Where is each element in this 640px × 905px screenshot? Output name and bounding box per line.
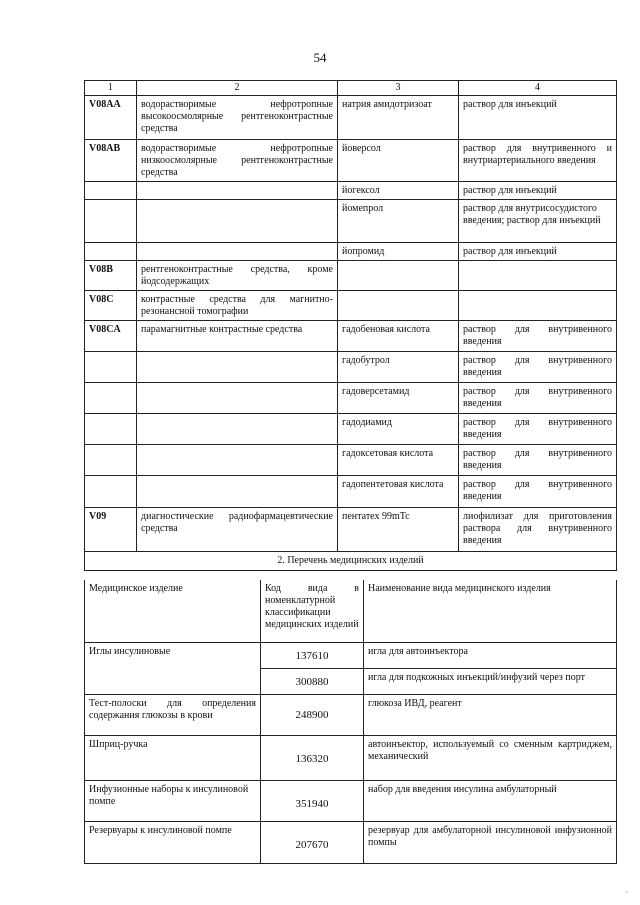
drug-name: гадопентетовая кислота — [338, 476, 459, 508]
scan-mark: · — [625, 888, 628, 897]
atc-code — [85, 476, 137, 508]
header-cell: 3 — [338, 81, 459, 96]
drug-name: гадодиамид — [338, 414, 459, 445]
header-cell: 2 — [137, 81, 338, 96]
table-row — [85, 261, 617, 291]
group-name — [137, 352, 338, 383]
drug-name: йомепрол — [338, 200, 459, 243]
table-row — [85, 694, 617, 735]
device-code: 351940 — [261, 780, 364, 821]
device-type-name: игла для подкожных инъекций/инфузий через порт — [364, 668, 617, 694]
table-row — [85, 383, 617, 414]
drug-name: гадоксетовая кислота — [338, 445, 459, 476]
drug-name: йогексол — [338, 182, 459, 200]
device-code: 137610 — [261, 642, 364, 668]
dosage-form: раствор для внутривенного введения — [459, 414, 617, 445]
dosage-form: раствор для инъекций — [459, 182, 617, 200]
device-code: 207670 — [261, 821, 364, 863]
table-row — [85, 182, 617, 200]
dosage-form: раствор для инъекций — [459, 96, 617, 140]
device-code: 248900 — [261, 694, 364, 735]
table-row — [85, 780, 617, 821]
device-type-name: игла для автоинъектора — [364, 642, 617, 668]
medical-devices-table — [84, 580, 617, 864]
table-row — [85, 414, 617, 445]
atc-code: V08CA — [85, 321, 137, 352]
table-row — [85, 476, 617, 508]
group-name: рентгеноконтрастные средства, кроме йодсодержащих — [137, 261, 338, 291]
header-cell: Наименование вида медицинского изделия — [364, 580, 617, 642]
dosage-form: раствор для инъекций — [459, 243, 617, 261]
atc-code — [85, 182, 137, 200]
device-type-name: автоинъектор, используемый со сменным картриджем, механический — [364, 735, 617, 780]
dosage-form: раствор для внутривенного и внутриартериального введения — [459, 140, 617, 182]
atc-code — [85, 200, 137, 243]
device-type-name: резервуар для амбулаторной инсулиновой инфузионной помпы — [364, 821, 617, 863]
dosage-form — [459, 261, 617, 291]
table-row — [85, 243, 617, 261]
drug-table-header — [85, 81, 617, 96]
table-row — [85, 321, 617, 352]
section-title: 2. Перечень медицинских изделий — [85, 552, 617, 571]
group-name: водорастворимые нефротропные высокоосмолярные рентгеноконтрастные средства — [137, 96, 338, 140]
header-cell: 4 — [459, 81, 617, 96]
atc-code: V08AA — [85, 96, 137, 140]
group-name: водорастворимые нефротропные низкоосмолярные рентгеноконтрастные средства — [137, 140, 338, 182]
table-row — [85, 445, 617, 476]
table-row — [85, 642, 617, 668]
table-row — [85, 352, 617, 383]
table-row — [85, 821, 617, 863]
atc-code: V08C — [85, 291, 137, 321]
group-name: диагностические радиофармацевтические средства — [137, 508, 338, 552]
drug-name: йопромид — [338, 243, 459, 261]
dosage-form — [459, 291, 617, 321]
dosage-form: раствор для внутривенного введения — [459, 476, 617, 508]
group-name — [137, 383, 338, 414]
header-cell: Медицинское изделие — [85, 580, 261, 642]
group-name: контрастные средства для магнитно-резонансной томографии — [137, 291, 338, 321]
device-name: Тест-полоски для определения содержания глюкозы в крови — [85, 694, 261, 735]
device-type-name: набор для введения инсулина амбулаторный — [364, 780, 617, 821]
group-name — [137, 182, 338, 200]
drug-table — [84, 80, 617, 571]
section-title-row — [85, 552, 617, 571]
drug-name: гадоверсетамид — [338, 383, 459, 414]
dosage-form: раствор для внутривенного введения — [459, 321, 617, 352]
drug-name: гадобутрол — [338, 352, 459, 383]
device-name: Резервуары к инсулиновой помпе — [85, 821, 261, 863]
atc-code — [85, 243, 137, 261]
table-row — [85, 508, 617, 552]
dosage-form: лиофилизат для приготовления раствора для внутривенного введения — [459, 508, 617, 552]
group-name: парамагнитные контрастные средства — [137, 321, 338, 352]
table-row — [85, 140, 617, 182]
atc-code: V08AB — [85, 140, 137, 182]
atc-code — [85, 414, 137, 445]
dosage-form: раствор для внутривенного введения — [459, 383, 617, 414]
atc-code — [85, 445, 137, 476]
group-name — [137, 445, 338, 476]
page-number: 54 — [313, 50, 327, 65]
group-name — [137, 476, 338, 508]
drug-name: натрия амидотризоат — [338, 96, 459, 140]
device-name: Шприц-ручка — [85, 735, 261, 780]
drug-name — [338, 291, 459, 321]
table-row — [85, 96, 617, 140]
drug-name: йоверсол — [338, 140, 459, 182]
dosage-form: раствор для внутривенного введения — [459, 445, 617, 476]
device-code: 136320 — [261, 735, 364, 780]
device-code: 300880 — [261, 668, 364, 694]
drug-name: гадобеновая кислота — [338, 321, 459, 352]
dosage-form: раствор для внутривенного введения — [459, 352, 617, 383]
dosage-form: раствор для внутрисосудистого введения; раствор для инъекций — [459, 200, 617, 243]
device-type-name: глюкоза ИВД, реагент — [364, 694, 617, 735]
group-name — [137, 243, 338, 261]
atc-code — [85, 383, 137, 414]
device-name: Инфузионные наборы к инсулиновой помпе — [85, 780, 261, 821]
atc-code: V08B — [85, 261, 137, 291]
drug-name: пентатех 99mTc — [338, 508, 459, 552]
atc-code: V09 — [85, 508, 137, 552]
header-cell: Код вида в номенклатурной классификации медицинских изделий — [261, 580, 364, 642]
atc-code — [85, 352, 137, 383]
devices-table-header — [85, 580, 617, 642]
group-name — [137, 200, 338, 243]
drug-name — [338, 261, 459, 291]
device-name: Иглы инсулиновые — [85, 642, 261, 694]
table-row — [85, 735, 617, 780]
table-row — [85, 291, 617, 321]
group-name — [137, 414, 338, 445]
table-row — [85, 200, 617, 243]
header-cell: 1 — [85, 81, 137, 96]
